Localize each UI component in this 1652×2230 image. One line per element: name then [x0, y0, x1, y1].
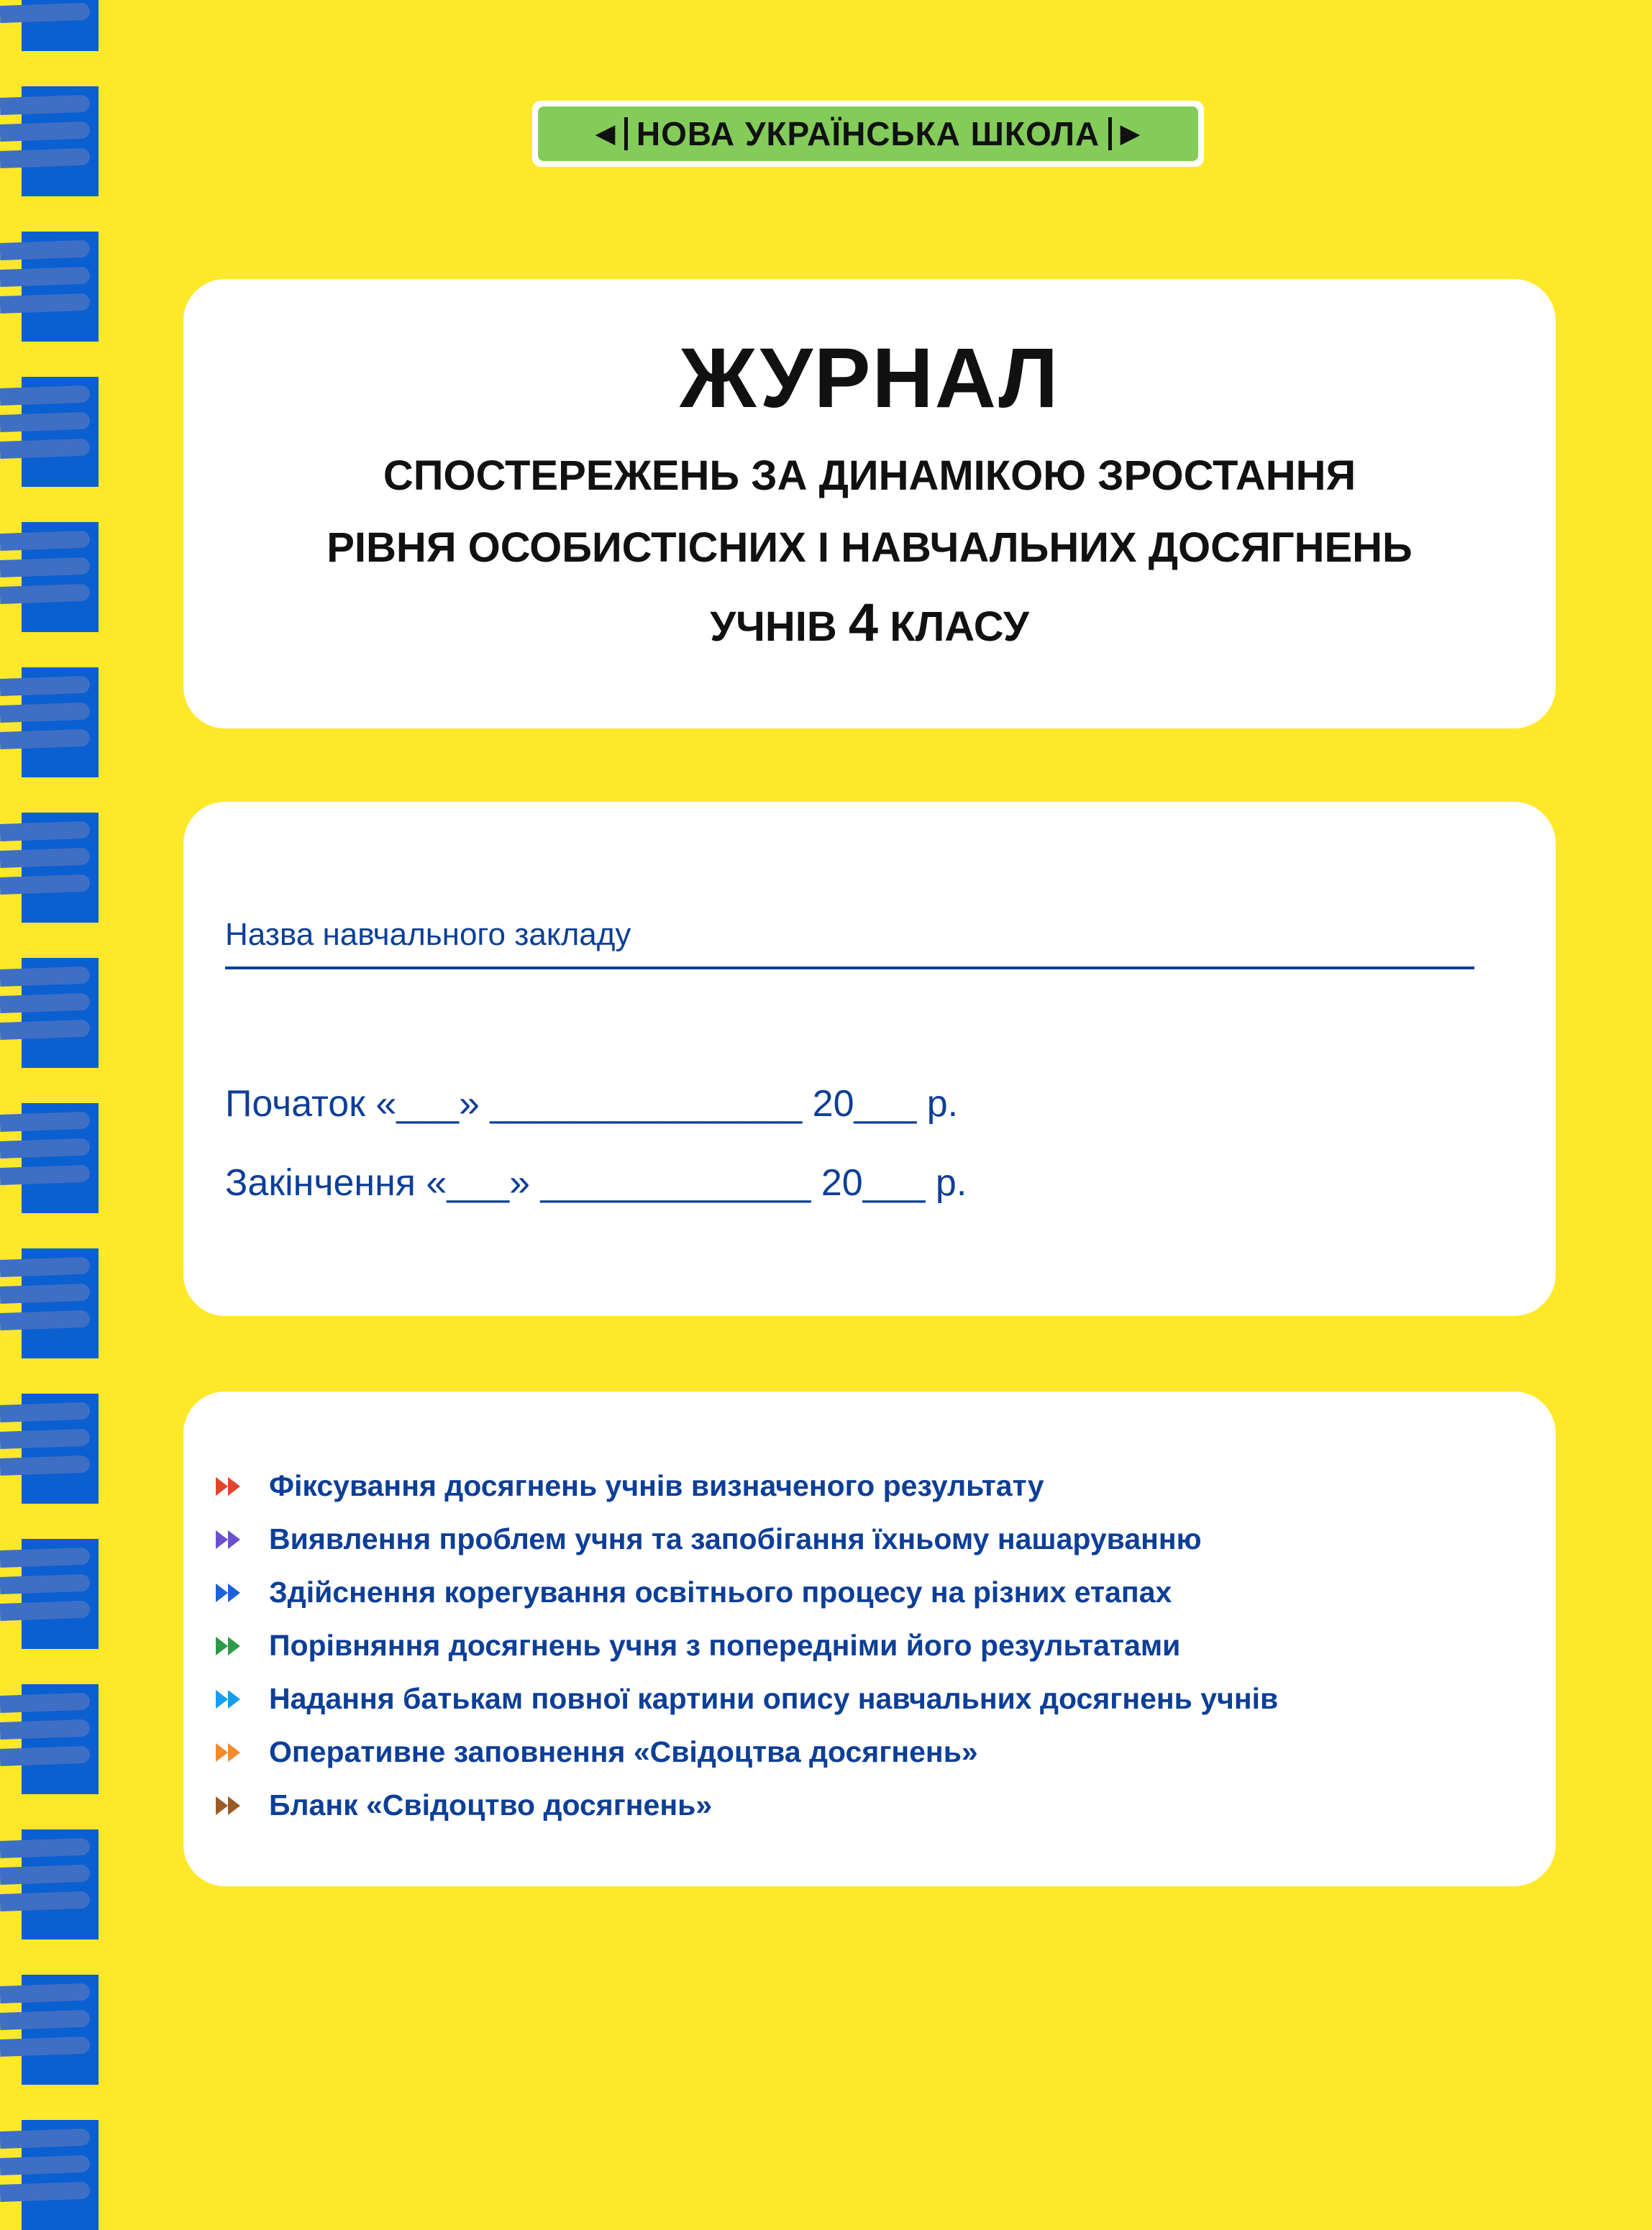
list-item-text: Фіксування досягнень учнів визначеного результату — [269, 1469, 1044, 1502]
school-name-field[interactable] — [225, 967, 1474, 969]
spiral-ring-icon — [22, 86, 99, 196]
spiral-ring-icon — [22, 1684, 99, 1794]
spiral-ring-icon — [22, 522, 99, 632]
list-item — [216, 1788, 712, 1822]
double-arrow-bullet-icon — [216, 1477, 240, 1496]
spiral-ring-icon — [22, 958, 99, 1068]
subtitle-line-2: РІВНЯ ОСОБИСТІСНИХ І НАВЧАЛЬНИХ ДОСЯГНЕНЬ — [327, 524, 1413, 571]
spiral-ring-icon — [22, 667, 99, 777]
badge-divider — [1108, 117, 1112, 150]
spiral-ring-icon — [22, 0, 99, 51]
list-item — [216, 1629, 1180, 1663]
page-title: ЖУРНАЛ — [679, 331, 1060, 426]
list-item-text: Бланк «Свідоцтво досягнень» — [269, 1788, 713, 1822]
spiral-binding — [0, 0, 129, 2174]
subtitle-line-3: УЧНІВ 4 КЛАСУ — [710, 593, 1029, 652]
spiral-ring-icon — [22, 2120, 99, 2230]
spiral-ring-icon — [22, 1394, 99, 1504]
nus-badge — [532, 101, 1204, 167]
spiral-ring-icon — [22, 1829, 99, 1939]
grade-number: 4 — [848, 593, 879, 652]
list-item — [216, 1522, 1202, 1556]
spiral-ring-icon — [22, 377, 99, 487]
start-date-line[interactable]: Початок «___» _______________ 20___ р. — [225, 1083, 959, 1125]
spiral-ring-icon — [22, 1248, 99, 1358]
list-item — [216, 1469, 1044, 1503]
list-item-text: Порівняння досягнень учня з попередніми його результатами — [269, 1629, 1181, 1662]
title-card — [183, 279, 1556, 728]
features-card — [183, 1392, 1556, 1886]
spiral-ring-icon — [22, 232, 99, 342]
double-arrow-bullet-icon — [216, 1637, 240, 1655]
end-date-line[interactable]: Закінчення «___» _____________ 20___ р. — [225, 1162, 967, 1204]
spiral-ring-icon — [22, 813, 99, 923]
double-arrow-bullet-icon — [216, 1743, 240, 1762]
list-item — [216, 1682, 1278, 1716]
arrow-left-bar-icon: ◀ — [595, 120, 616, 147]
double-arrow-bullet-icon — [216, 1796, 240, 1815]
subtitle-line-1: СПОСТЕРЕЖЕНЬ ЗА ДИНАМІКОЮ ЗРОСТАННЯ — [383, 452, 1356, 499]
list-item — [216, 1576, 1172, 1609]
list-item — [216, 1735, 978, 1769]
double-arrow-bullet-icon — [216, 1690, 240, 1709]
spiral-ring-icon — [22, 1975, 99, 2085]
list-item-text: Виявлення проблем учня та запобігання їхньому нашаруванню — [269, 1522, 1202, 1555]
arrow-right-bar-icon: ▶ — [1121, 120, 1141, 147]
double-arrow-bullet-icon — [216, 1584, 240, 1602]
spiral-ring-icon — [22, 1539, 99, 1649]
spiral-ring-icon — [22, 1103, 99, 1213]
list-item-text: Оперативне заповнення «Свідоцтва досягнень» — [269, 1735, 978, 1768]
badge-label: НОВА УКРАЇНСЬКА ШКОЛА — [636, 115, 1100, 152]
school-name-label: Назва навчального закладу — [225, 917, 631, 952]
list-item-text: Надання батькам повної картини опису навчальних досягнень учнів — [269, 1682, 1279, 1715]
badge-divider — [624, 117, 628, 150]
form-card — [183, 802, 1556, 1316]
double-arrow-bullet-icon — [216, 1530, 240, 1549]
list-item-text: Здійснення корегування освітнього процесу на різних етапах — [269, 1576, 1172, 1609]
